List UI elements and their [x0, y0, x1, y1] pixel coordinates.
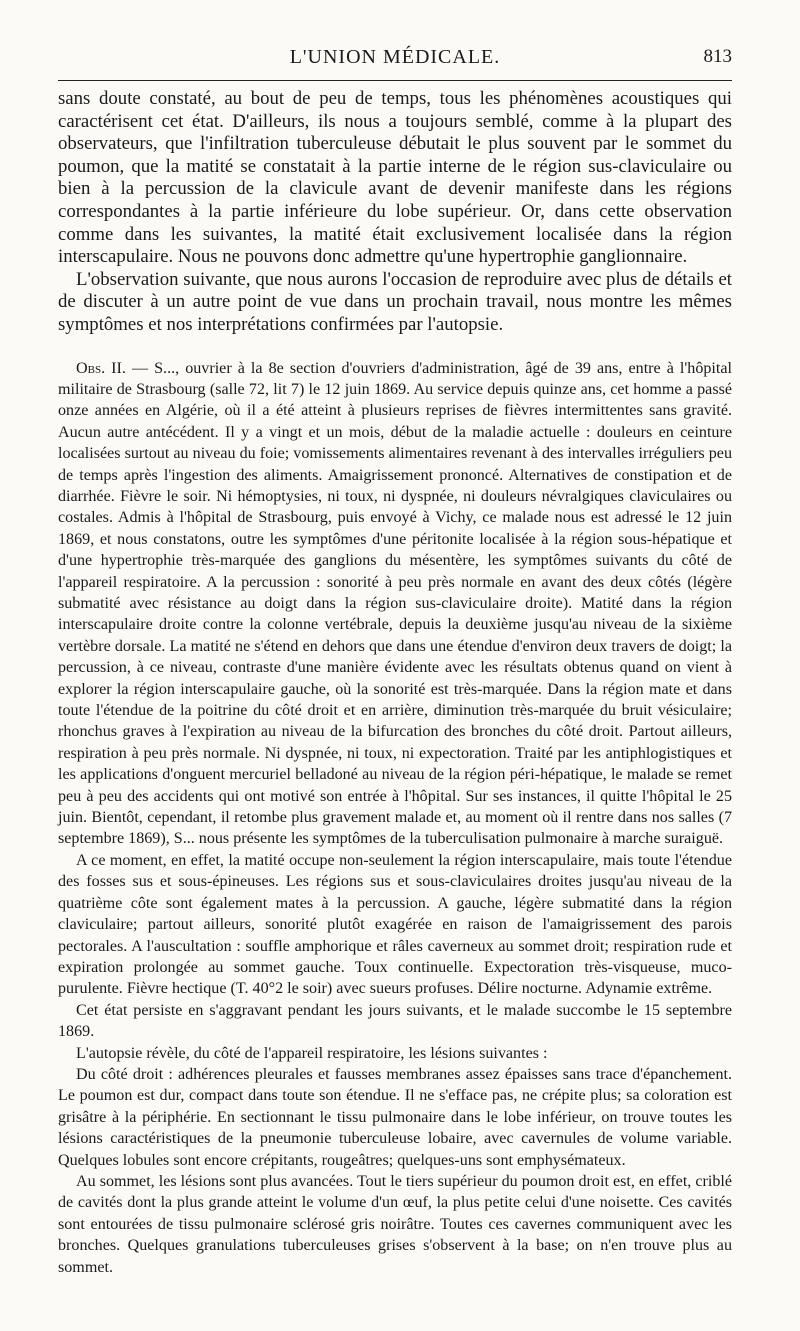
observation-paragraph-6: Au sommet, les lésions sont plus avancées. Tout le tiers supérieur du poumon droit est, en effet, criblé de cavités dont la plus grande atteint le volume d'un œuf, la plus petite celui d'une noisette. Ces cavités sont entourées de tissu pulmonaire sclérosé gris noirâtre. Toutes ces cavernes communiquent avec les bronches. Quelques granulations tuberculeuses grises s'observent à la base; on n'en trouve plus au sommet. — [58, 1172, 732, 1276]
running-title: L'UNION MÉDICALE. — [289, 46, 501, 68]
observation-paragraph-5: Du côté droit : adhérences pleurales et fausses membranes assez épaisses sans trace d'épanchement. Le poumon est dur, compact dans toute son étendue. Il ne s'efface pas, ne crépite plus; sa coloration est grisâtre à la périphérie. En sectionnant le tissu pulmonaire dans le lobe inférieur, on trouve toutes les lésions caractéristiques de la pneumonie tuberculeuse lobaire, avec cavernules de volume variable. Quelques lobules sont encore crépitants, rougeâtres; quelques-uns sont emphysémateux. — [58, 1065, 732, 1169]
body-text — [58, 88, 732, 1278]
observation-paragraph-1 — [58, 358, 732, 850]
observation-section — [58, 358, 732, 1278]
intro-paragraph-2: L'observation suivante, que nous aurons l'occasion de reproduire avec plus de détails et de discuter à un autre point de vue dans un prochain travail, nous montre les mêmes symptômes et nos interprétations confirmées par l'autopsie. — [58, 268, 732, 335]
page-number: 813 — [703, 46, 732, 67]
observation-paragraph-3: Cet état persiste en s'aggravant pendant les jours suivants, et le malade succombe le 15 septembre 1869. — [58, 1001, 732, 1041]
observation-paragraph-1-text: — S..., ouvrier à la 8e section d'ouvriers d'administration, âgé de 39 ans, entre à l'hôpital militaire de Strasbourg (salle 72, lit 7) le 12 juin 1869. Au service depuis quinze ans, cet homme a passé onze années en Algérie, où il a été atteint à plusieurs reprises de fièvres intermittentes sans gravité. Aucun autre antécédent. Il y a vingt et un mois, début de la maladie actuelle : douleurs en ceinture localisées surtout au niveau du foie; vomissements alimentaires revenant à des intervalles irréguliers peu de temps après l'ingestion des aliments. Amaigrissement prononcé. Alternatives de constipation et de diarrhée. Fièvre le soir. Ni hémoptysies, ni toux, ni dyspnée, ni douleurs névralgiques claviculaires ou costales. Admis à l'hôpital de Strasbourg, puis envoyé à Vichy, ce malade nous est adressé le 12 juin 1869, et nous constatons, outre les symptômes d'une péritonite localisée à la région sous-hépatique et d'une hypertrophie très-marquée des ganglions du mésentère, les symptômes suivants du côté de l'appareil respiratoire. A la percussion : sonorité à peu près normale en avant des deux côtés (légère submatité avec résistance au doigt dans la région sus-claviculaire droite). Matité dans la région interscapulaire droite contre la colonne vertébrale, depuis la deuxième jusqu'au niveau de la sixième vertèbre dorsale. La matité ne s'étend en dehors que dans une étendue d'environ deux travers de doigt; la percussion, à ce niveau, contraste d'une manière évidente avec les résultats obtenus quand on vient à explorer la région interscapulaire gauche, où la sonorité est très-marquée. Dans la région mate et dans toute l'étendue de la poitrine du côté droit et en arrière, diminution très-marquée du bruit vésiculaire; rhonchus graves à l'expiration au niveau de la bifurcation des bronches du côté droit. Partout ailleurs, respiration à peu près normale. Ni dyspnée, ni toux, ni expectoration. Traité par les antiphlogistiques et les applications d'onguent mercuriel belladoné au niveau de la région péri-hépatique, le malade se remet peu à peu des accidents qui ont motivé son entrée à l'hôpital. Sur ses instances, il quitte l'hôpital le 25 juin. Bientôt, cependant, il retombe plus gravement malade et, au moment où il rentre dans nos salles (7 septembre 1869), S... nous présente les symptômes de la tuberculisation pulmonaire à marche suraiguë. — [58, 359, 732, 848]
intro-paragraph-1: sans doute constaté, au bout de peu de temps, tous les phénomènes acoustiques qui caractérisent cet état. D'ailleurs, ils nous a toujours semblé, comme à la plupart des observateurs, que l'infiltration tuberculeuse débutait le plus souvent par le sommet du poumon, que la matité se constatait à la partie interne de le région sus-claviculaire ou bien à la percussion de la clavicule avant de devenir manifeste dans les régions correspondantes à la partie inférieure du lobe supérieur. Or, dans cette observation comme dans les suivantes, la matité était exclusivement localisée dans la région interscapulaire. Nous ne pouvons donc admettre qu'une hypertrophie ganglionnaire. — [58, 88, 732, 268]
running-head — [58, 46, 732, 76]
header-rule — [58, 80, 732, 81]
observation-paragraph-2: A ce moment, en effet, la matité occupe non-seulement la région interscapulaire, mais toute l'étendue des fosses sus et sous-épineuses. Les régions sus et sous-claviculaires droites jusqu'au niveau de la quatrième côte sont également mates à la percussion. A gauche, légère submatité dans la région claviculaire; partout ailleurs, sonorité plutôt exagérée en raison de l'amaigrissement des parois pectorales. A l'auscultation : souffle amphorique et râles caverneux au sommet droit; respiration rude et expiration prolongée au sommet gauche. Toux continuelle. Expectoration très-visqueuse, muco-purulente. Fièvre hectique (T. 40°2 le soir) avec sueurs profuses. Délire nocturne. Adynamie extrême. — [58, 851, 732, 998]
observation-paragraph-4: L'autopsie révèle, du côté de l'appareil respiratoire, les lésions suivantes : — [76, 1044, 548, 1062]
intro-section — [58, 88, 732, 337]
observation-label: Obs. II. — [76, 359, 126, 377]
